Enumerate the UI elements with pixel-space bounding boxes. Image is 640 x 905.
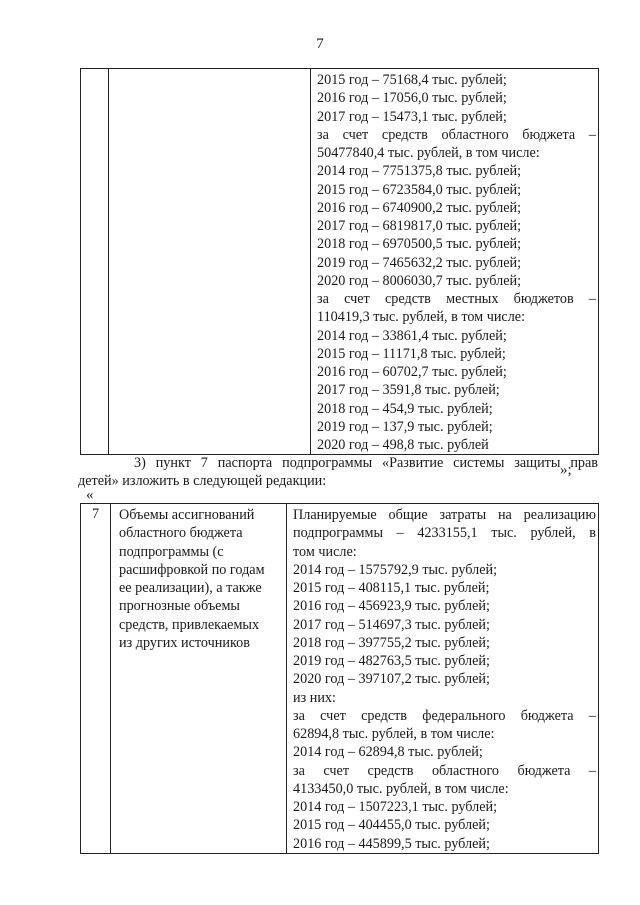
- text-line: 2020 год – 498,8 тыс. рублей: [317, 437, 489, 453]
- text-line: 2014 год – 1507223,1 тыс. рублей;: [293, 799, 498, 815]
- text-line: 2018 год – 454,9 тыс. рублей;: [317, 400, 493, 417]
- text-line: 2018 год – 397755,2 тыс. рублей;: [293, 634, 490, 651]
- text-line: 2017 год – 3591,8 тыс. рублей;: [317, 382, 500, 399]
- text-line: областного бюджета: [119, 525, 243, 542]
- text-line: 2015 год – 75168,4 тыс. рублей;: [317, 72, 507, 88]
- text-line: 2015 год – 11171,8 тыс. рублей;: [317, 345, 506, 362]
- text-line: за счет средств местных бюджетов –: [317, 291, 596, 307]
- text-line: 2015 год – 404455,0 тыс. рублей;: [293, 817, 490, 834]
- text-line: Объемы ассигнований: [119, 507, 255, 523]
- text-line: 4133450,0 тыс. рублей, в том числе:: [293, 780, 509, 797]
- text-line: 2014 год – 1575792,9 тыс. рублей;: [293, 561, 498, 578]
- text-line: за счет средств областного бюджета –: [293, 762, 596, 779]
- text-line: расшифровкой по годам: [119, 561, 265, 578]
- value-cell: [311, 69, 599, 455]
- row-value-cell: [287, 504, 599, 854]
- text-line: 2019 год – 137,9 тыс. рублей;: [317, 418, 493, 435]
- text-line: 62894,8 тыс. рублей, в том числе:: [293, 726, 495, 742]
- name-cell: [109, 69, 311, 455]
- text-line: 2016 год – 60702,7 тыс. рублей;: [317, 364, 507, 380]
- row-value-lines: [287, 504, 598, 853]
- text-line: 2014 год – 33861,4 тыс. рублей;: [317, 327, 507, 344]
- text-line: 2015 год – 408115,1 тыс. рублей;: [293, 580, 490, 596]
- text-line: 2015 год – 6723584,0 тыс. рублей;: [317, 181, 522, 198]
- text-line: 2018 год – 6970500,5 тыс. рублей;: [317, 236, 522, 253]
- value-lines: [311, 69, 598, 454]
- text-line: средств, привлекаемых: [119, 616, 260, 633]
- text-line: 50477840,4 тыс. рублей, в том числе:: [317, 145, 540, 161]
- text-line: 2016 год – 17056,0 тыс. рублей;: [317, 90, 507, 107]
- text-line: 2017 год – 15473,1 тыс. рублей;: [317, 108, 507, 125]
- text-line: 2016 год – 6740900,2 тыс. рублей;: [317, 199, 522, 216]
- text-line: за счет средств областного бюджета –: [317, 126, 596, 143]
- text-line: ее реализации), а также: [119, 580, 262, 596]
- text-line: том числе:: [293, 543, 357, 560]
- text-line: из них:: [293, 689, 336, 706]
- text-line: из других источников: [119, 634, 250, 651]
- text-line: 2017 год – 6819817,0 тыс. рублей;: [317, 218, 522, 234]
- paragraph-line-1: 3) пункт 7 паспорта подпрограммы «Развитие системы защиты прав: [134, 455, 598, 471]
- funding-table-new: [80, 503, 599, 854]
- row-name-lines: [111, 504, 286, 652]
- text-line: 2014 год – 7751375,8 тыс. рублей;: [317, 163, 522, 180]
- text-line: 2019 год – 7465632,2 тыс. рублей;: [317, 254, 522, 271]
- number-cell: [81, 69, 109, 455]
- text-line: 2020 год – 8006030,7 тыс. рублей;: [317, 272, 522, 289]
- opening-quote: «: [86, 487, 94, 503]
- text-line: 2016 год – 445899,5 тыс. рублей;: [293, 835, 490, 852]
- text-line: Планируемые общие затраты на реализацию: [293, 507, 596, 523]
- text-line: подпрограммы (с: [119, 543, 224, 560]
- closing-quote: »;: [560, 462, 572, 478]
- text-line: 2019 год – 482763,5 тыс. рублей;: [293, 653, 490, 669]
- text-line: 2014 год – 62894,8 тыс. рублей;: [293, 744, 483, 761]
- row-number-cell: [81, 504, 111, 854]
- text-line: за счет средств федерального бюджета –: [293, 707, 596, 724]
- text-line: 110419,3 тыс. рублей, в том числе:: [317, 309, 526, 326]
- paragraph-line-2: детей» изложить в следующей редакции:: [78, 473, 327, 489]
- text-line: 2020 год – 397107,2 тыс. рублей;: [293, 671, 490, 688]
- text-line: подпрограммы – 4233155,1 тыс. рублей, в: [293, 525, 596, 542]
- text-line: прогнозные объемы: [119, 598, 240, 615]
- text-line: 2016 год – 456923,9 тыс. рублей;: [293, 598, 490, 615]
- funding-table-continued: [80, 68, 599, 455]
- page-number: 7: [316, 36, 324, 52]
- row-number: 7: [91, 506, 100, 522]
- row-name-cell: [111, 504, 287, 854]
- text-line: 2017 год – 514697,3 тыс. рублей;: [293, 616, 490, 633]
